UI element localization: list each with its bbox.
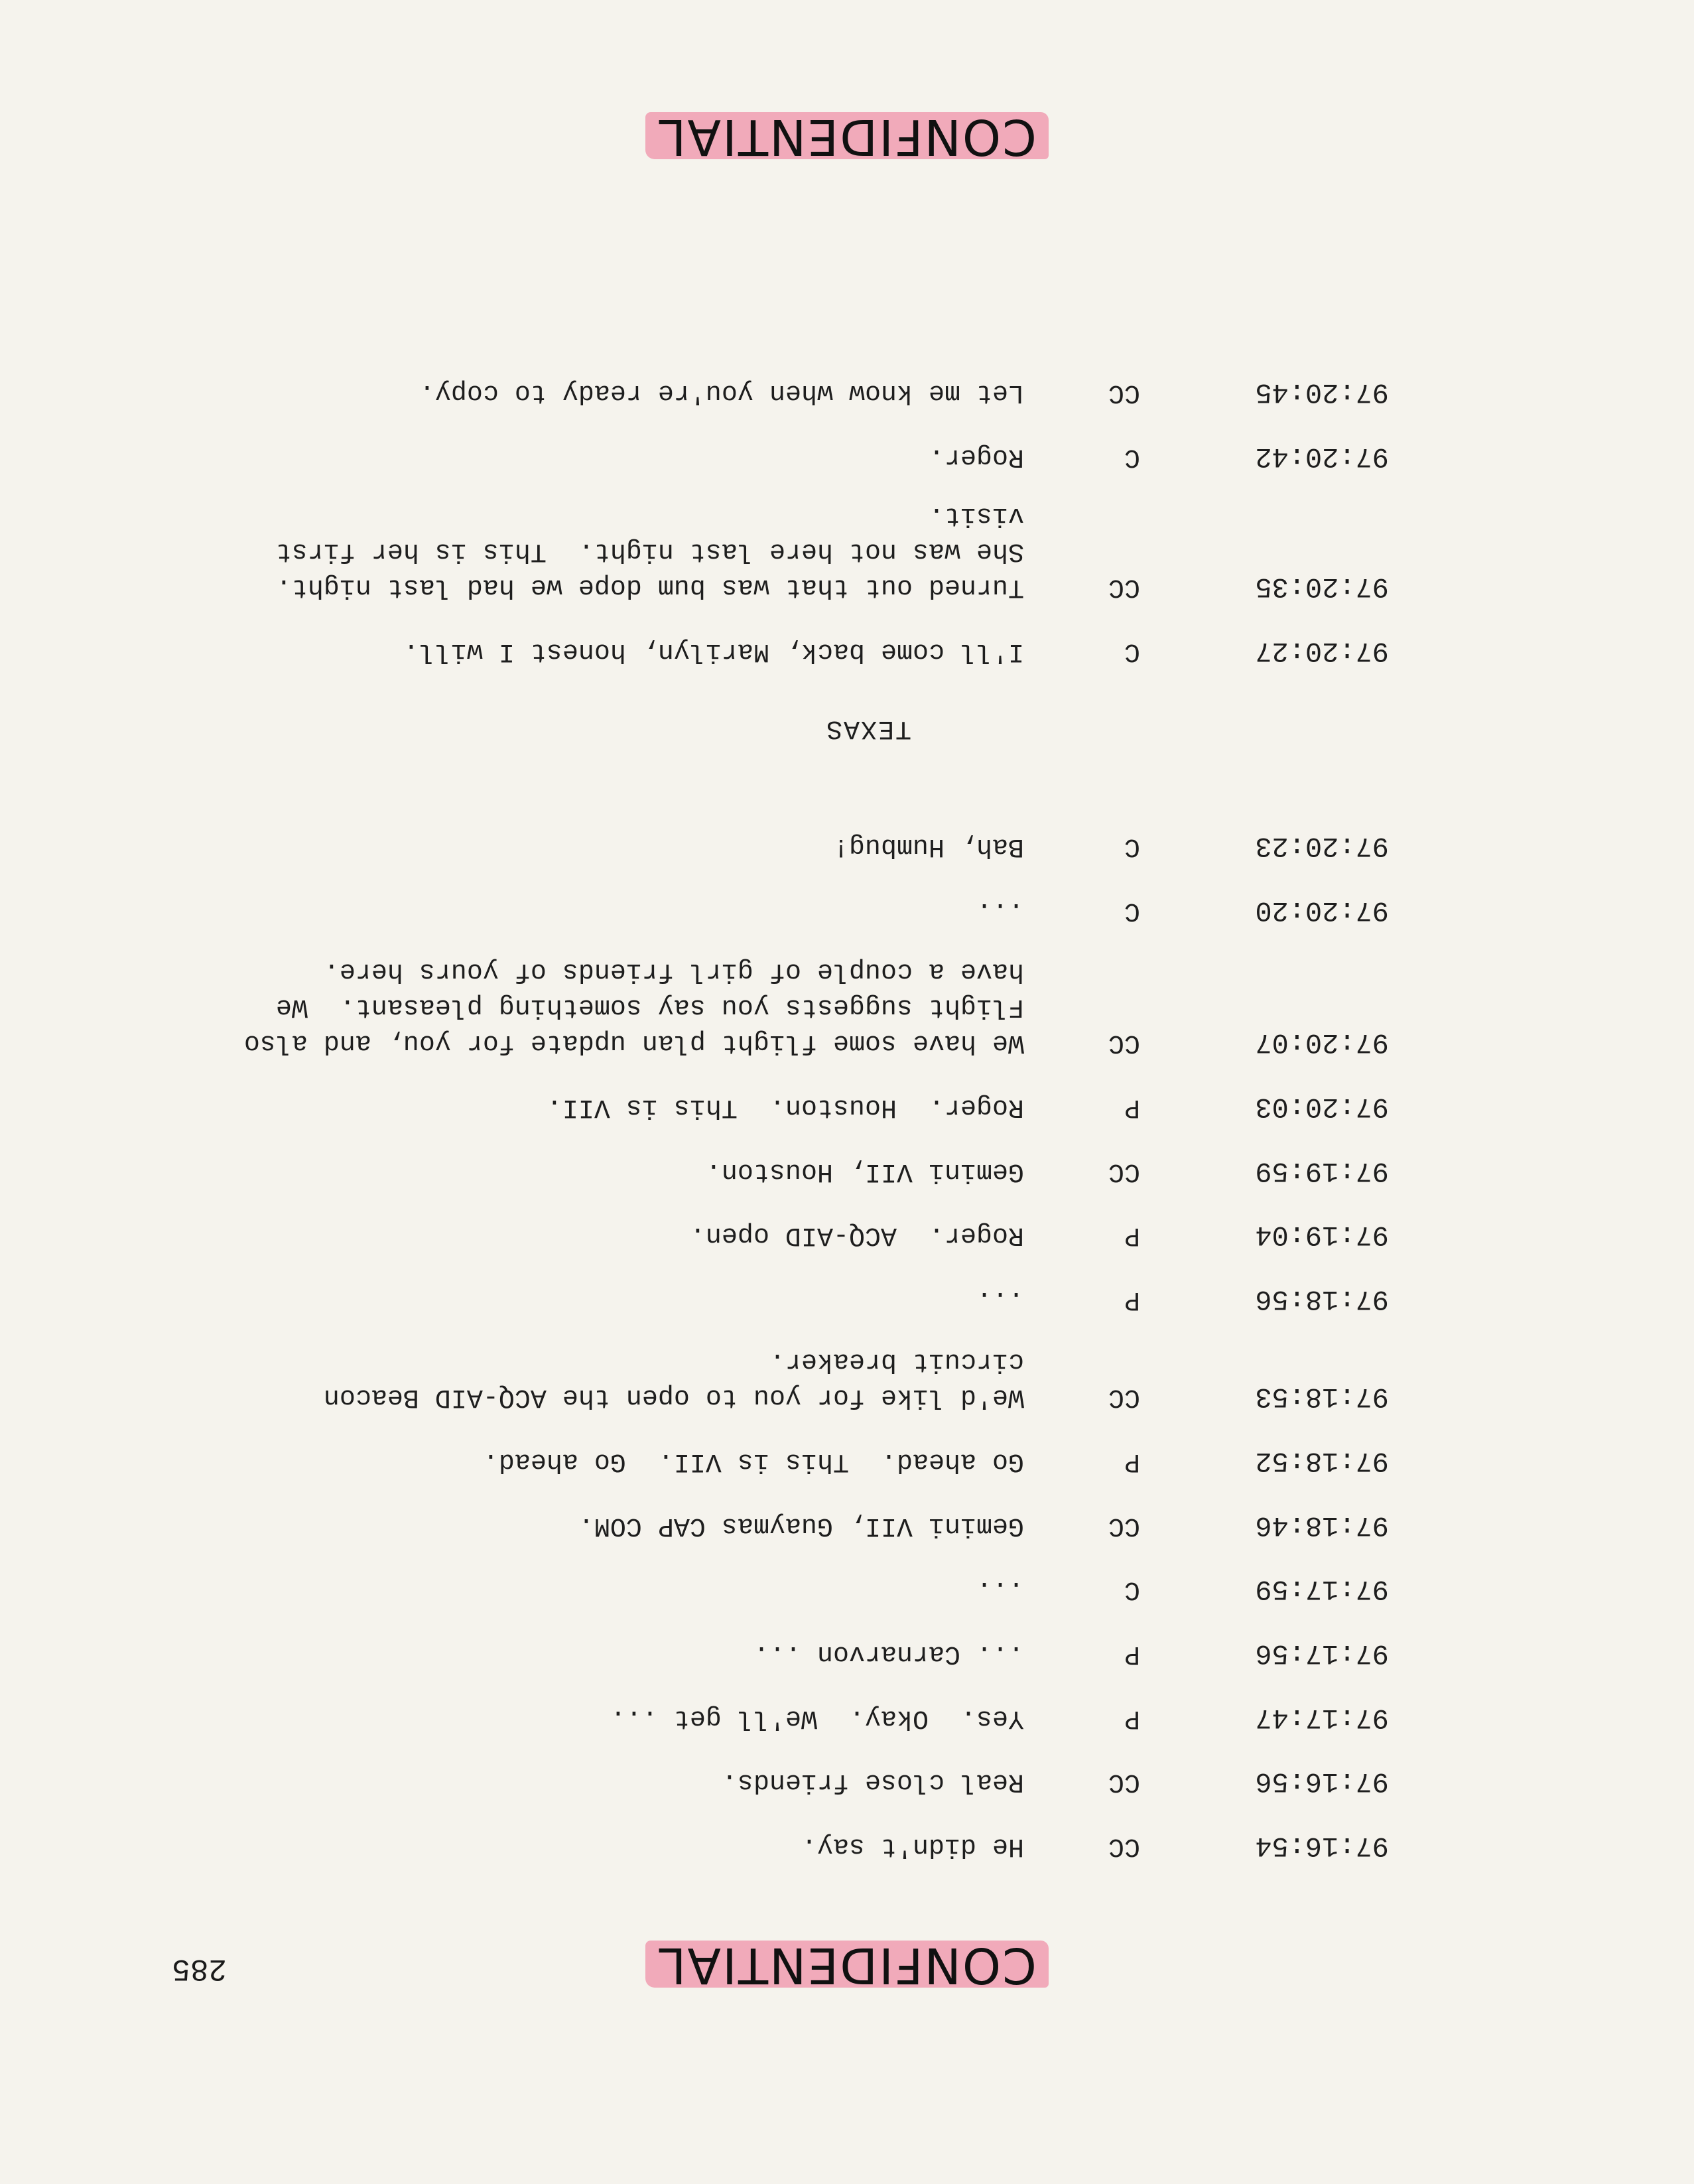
speaker: P (1124, 1284, 1140, 1314)
utterance: Roger. (928, 442, 1024, 472)
section-heading: TEXAS (824, 713, 911, 743)
timestamp: 97:20:07 (1255, 1026, 1389, 1058)
utterance: We have some flight plan update for you, and also Flight suggests you say something pleasant. We have a couple of girl friends of yours here. (228, 956, 1024, 1058)
utterance: Roger. ACQ-AID open. (689, 1220, 1024, 1250)
speaker: P (1124, 1639, 1140, 1669)
timestamp: 97:17:56 (1255, 1637, 1389, 1669)
page-number: 285 (172, 1951, 227, 1986)
speaker: CC (1108, 1382, 1140, 1412)
timestamp: 97:20:35 (1255, 571, 1389, 602)
utterance: Gemini VII, Houston. (705, 1156, 1024, 1186)
timestamp: 97:18:53 (1255, 1381, 1389, 1412)
timestamp: 97:20:45 (1255, 376, 1389, 408)
speaker: C (1124, 442, 1140, 472)
utterance: Roger. Houston. This is VII. (546, 1092, 1024, 1122)
utterance: Let me know when you're ready to copy. (419, 377, 1024, 407)
utterance: ... Carnarvon ... (753, 1639, 1024, 1669)
timestamp: 97:20:20 (1255, 894, 1389, 926)
timestamp: 97:19:59 (1255, 1155, 1389, 1187)
timestamp: 97:17:59 (1255, 1573, 1389, 1605)
speaker: CC (1108, 1767, 1140, 1797)
utterance: Gemini VII, Guaymas CAP COM. (578, 1511, 1024, 1540)
timestamp: 97:18:52 (1255, 1445, 1389, 1477)
speaker: C (1124, 636, 1140, 666)
utterance: I'll come back, Marilyn, honest I will. (403, 636, 1024, 666)
confidential-stamp-bottom (0, 107, 1694, 166)
utterance: ... (976, 1284, 1024, 1314)
speaker: CC (1108, 377, 1140, 407)
speaker: P (1124, 1446, 1140, 1476)
speaker: P (1124, 1220, 1140, 1250)
utterance: Go ahead. This is VII. Go ahead. (482, 1446, 1024, 1476)
speaker: P (1124, 1092, 1140, 1122)
timestamp: 97:16:56 (1255, 1765, 1389, 1797)
stamp-text: CONFIDENTIAL (657, 1937, 1037, 1994)
stamp-text: CONFIDENTIAL (657, 108, 1037, 165)
timestamp: 97:20:27 (1255, 635, 1389, 667)
speaker: C (1124, 831, 1140, 861)
speaker: CC (1108, 1511, 1140, 1540)
speaker: CC (1108, 1831, 1140, 1861)
timestamp: 97:17:47 (1255, 1702, 1389, 1734)
timestamp: 97:19:04 (1255, 1219, 1389, 1251)
utterance: ... (976, 896, 1024, 925)
timestamp: 97:18:56 (1255, 1283, 1389, 1315)
utterance: We'd like for you to open the ACQ-AID Beacon circuit breaker. (307, 1346, 1024, 1412)
speaker: P (1124, 1703, 1140, 1733)
timestamp: 97:20:03 (1255, 1091, 1389, 1123)
timestamp: 97:16:54 (1255, 1830, 1389, 1862)
timestamp: 97:18:46 (1255, 1509, 1389, 1541)
timestamp: 97:20:42 (1255, 441, 1389, 472)
utterance: Real close friends. (721, 1767, 1024, 1797)
speaker: CC (1108, 572, 1140, 602)
speaker: C (1124, 1574, 1140, 1604)
timestamp: 97:20:23 (1255, 830, 1389, 862)
utterance: He didn't say. (801, 1831, 1024, 1861)
utterance: Turned out that was bum dope we had last night. She was not here last night. This is her first visit. (259, 500, 1024, 602)
speaker: C (1124, 896, 1140, 925)
speaker: CC (1108, 1028, 1140, 1058)
utterance: ... (976, 1574, 1024, 1604)
utterance: Bah, Humbug! (832, 831, 1024, 861)
speaker: CC (1108, 1156, 1140, 1186)
utterance: Yes. Okay. We'll get ... (610, 1703, 1024, 1733)
